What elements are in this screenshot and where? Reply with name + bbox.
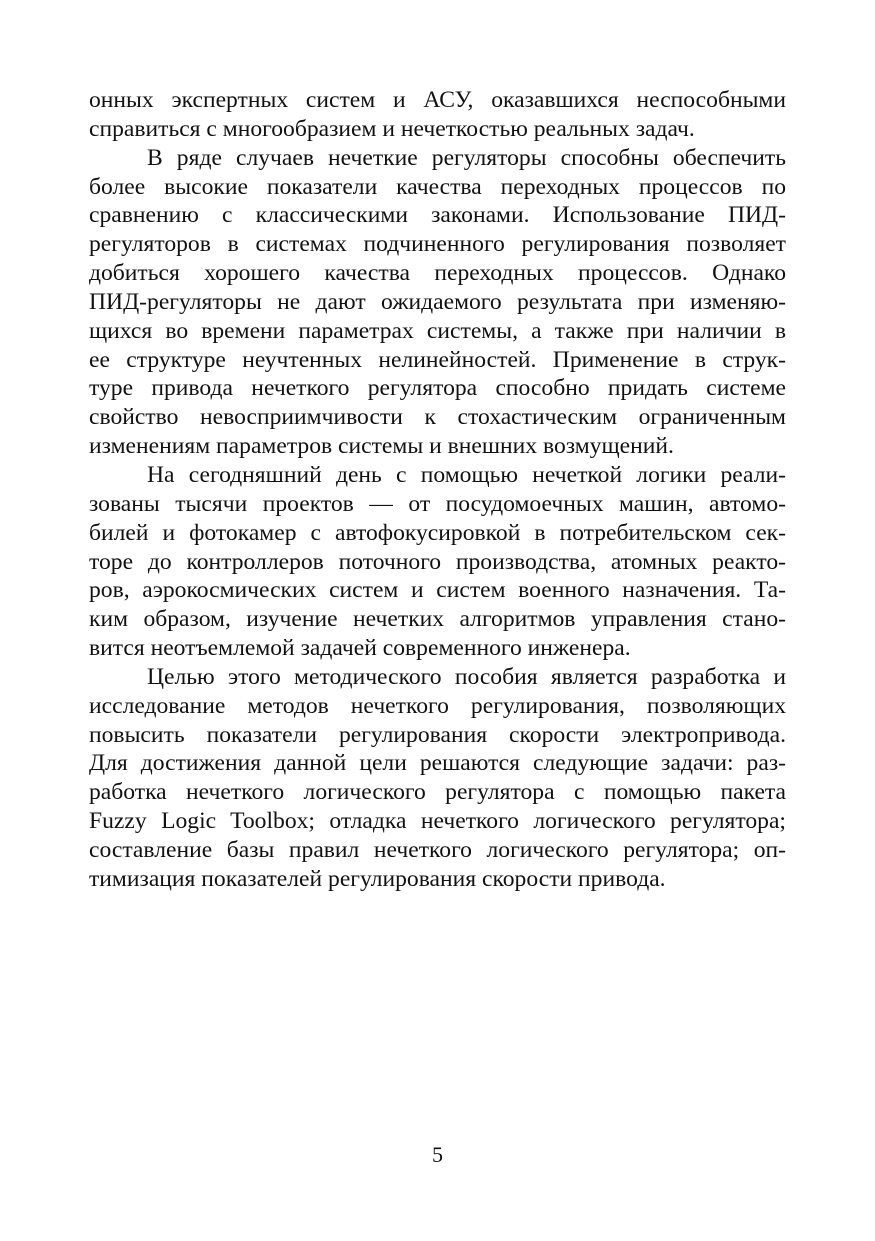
paragraph-fuzzy-logic-applications [89,461,786,663]
paragraph-continuation [89,86,786,144]
text-line: торе до контроллеров поточного производства, атомных реакто- [89,548,786,575]
text-line: составление базы правил нечеткого логического регулятора; оп- [89,836,786,863]
text-line: В ряде случаев нечеткие регуляторы способны обеспечить [147,144,786,171]
paragraph-fuzzy-regulators [89,144,786,461]
text-line: билей и фотокамер с автофокусировкой в потребительском сек- [89,519,786,546]
text-line: регуляторов в системах подчиненного регулирования позволяет [89,231,786,258]
page-number: 5 [432,1142,443,1167]
text-line: онных экспертных систем и АСУ, оказавшихся неспособными [89,87,786,113]
text-line: Для достижения данной цели решаются следующие задачи: раз- [89,750,786,777]
text-line: добиться хорошего качества переходных процессов. Однако [89,260,786,287]
text-line: тимизация показателей регулирования скорости привода. [89,865,666,892]
text-line: ПИД-регуляторы не дают ожидаемого результата при изменяю- [89,288,786,315]
text-line: ким образом, изучение нечетких алгоритмов управления стано- [89,606,786,633]
text-line: исследование методов нечеткого регулирования, позволяющих [89,692,786,719]
text-line: свойство невосприимчивости к стохастическим ограниченным [89,404,786,431]
text-line: щихся во времени параметрах системы, а также при наличии в [89,317,786,344]
text-line: изменениям параметров системы и внешних возмущений. [89,433,674,460]
text-line: зованы тысячи проектов — от посудомоечных машин, автомо- [89,490,786,517]
text-line: более высокие показатели качества переходных процессов по [89,173,786,200]
text-line: вится неотъемлемой задачей современного инженера. [89,635,631,662]
text-line: Целью этого методического пособия является разработка и [147,663,786,690]
text-line: Fuzzy Logic Toolbox; отладка нечеткого логического регулятора; [89,808,786,835]
text-line: работка нечеткого логического регулятора с помощью пакета [89,779,786,806]
text-line: туре привода нечеткого регулятора способно придать системе [89,375,786,402]
paragraph-manual-goal [89,663,786,894]
text-line: справиться с многообразием и нечеткостью реальных задач. [89,115,695,142]
text-line: ее структуре неучтенных нелинейностей. Применение в струк- [89,346,786,373]
text-line: сравнению с классическими законами. Использование ПИД- [89,202,786,229]
text-line: ров, аэрокосмических систем и систем военного назначения. Та- [89,577,786,604]
text-line: повысить показатели регулирования скорости электропривода. [89,721,786,748]
body-text [89,86,786,894]
text-line: На сегодняшний день с помощью нечеткой логики реали- [147,461,786,488]
